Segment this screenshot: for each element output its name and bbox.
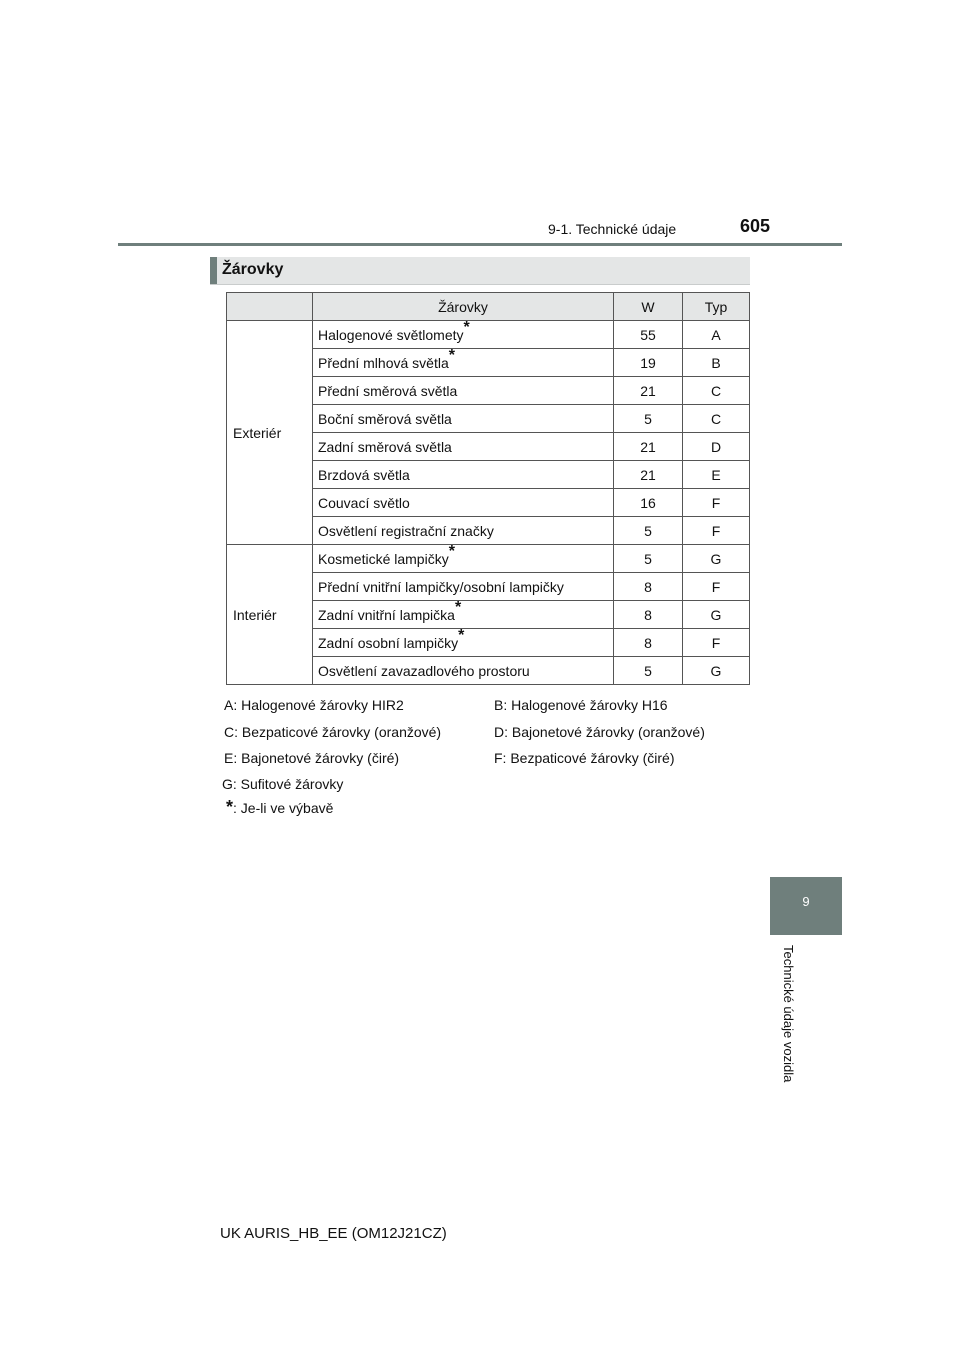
- table-header-row: [227, 293, 750, 321]
- optional-marker: *: [463, 318, 470, 336]
- chapter-side-label: [773, 945, 813, 1105]
- section-title: Žárovky: [222, 261, 284, 278]
- bulb-name: Přední mlhová světla: [318, 354, 449, 371]
- page-number: 605: [740, 216, 771, 236]
- bulb-name-cell: [313, 377, 614, 405]
- bulb-name-cell: [313, 318, 614, 349]
- bulb-name-cell: [313, 346, 614, 377]
- type-cell: C: [683, 377, 750, 405]
- wattage-cell: 16: [614, 489, 683, 517]
- wattage-cell: 5: [614, 405, 683, 433]
- footnote-text: : Je-li ve výbavě: [233, 800, 334, 816]
- bulb-name-cell: [313, 573, 614, 601]
- legend-c: C: Bezpaticové žárovky (oranžové): [224, 724, 442, 740]
- table-row: [227, 321, 750, 349]
- wattage-cell: 8: [614, 629, 683, 657]
- type-cell: G: [683, 657, 750, 685]
- chapter-title: Technické údaje vozidla: [781, 945, 796, 1083]
- header-cell-type: Typ: [683, 293, 750, 321]
- bulb-name-cell: [313, 461, 614, 489]
- header-cell-category: [227, 293, 313, 321]
- title-accent: [210, 257, 217, 284]
- type-cell: G: [683, 601, 750, 629]
- footer-code: UK AURIS_HB_EE (OM12J21CZ): [220, 1225, 447, 1242]
- legend-b: B: Halogenové žárovky H16: [494, 697, 668, 713]
- bulb-name: Zadní vnitřní lampička: [318, 606, 455, 623]
- bulb-name: Osvětlení zavazadlového prostoru: [318, 662, 530, 679]
- wattage-cell: 5: [614, 657, 683, 685]
- bulb-table: [226, 292, 750, 685]
- footnote-star: *: [226, 797, 234, 817]
- bulb-name-cell: [313, 405, 614, 433]
- optional-marker: *: [448, 542, 455, 560]
- category-cell: Exteriér: [227, 321, 313, 545]
- type-cell: F: [683, 517, 750, 545]
- bulb-name-cell: [313, 542, 614, 573]
- footnote: [226, 797, 333, 818]
- wattage-cell: 8: [614, 573, 683, 601]
- wattage-cell: 55: [614, 321, 683, 349]
- chapter-number: 9: [802, 894, 810, 909]
- type-cell: F: [683, 489, 750, 517]
- legend-g: G: Sufitové žárovky: [222, 776, 344, 792]
- type-cell: A: [683, 321, 750, 349]
- legend-a: A: Halogenové žárovky HIR2: [224, 697, 404, 713]
- section-title-bar: [210, 257, 750, 285]
- header-cell-w: W: [614, 293, 683, 321]
- header-divider: [118, 243, 842, 246]
- type-cell: F: [683, 629, 750, 657]
- wattage-cell: 5: [614, 545, 683, 573]
- bulb-name-cell: [313, 657, 614, 685]
- chapter-tab: [770, 877, 842, 935]
- type-cell: D: [683, 433, 750, 461]
- category-cell: Interiér: [227, 545, 313, 685]
- type-cell: C: [683, 405, 750, 433]
- type-cell: B: [683, 349, 750, 377]
- optional-marker: *: [458, 626, 465, 644]
- bulb-name: Osvětlení registrační značky: [318, 522, 494, 539]
- legend-f: F: Bezpaticové žárovky (čiré): [494, 750, 675, 766]
- bulb-name: Přední vnitřní lampičky/osobní lampičky: [318, 578, 564, 595]
- wattage-cell: 19: [614, 349, 683, 377]
- wattage-cell: 8: [614, 601, 683, 629]
- header-cell-bulbs: Žárovky: [313, 293, 614, 321]
- optional-marker: *: [454, 598, 462, 616]
- legend-e: E: Bajonetové žárovky (čiré): [224, 750, 400, 766]
- bulb-name: Zadní směrová světla: [318, 438, 452, 455]
- type-cell: F: [683, 573, 750, 601]
- bulb-name-cell: [313, 598, 614, 629]
- bulb-name-cell: [313, 626, 614, 657]
- optional-marker: *: [448, 346, 455, 364]
- bulb-name: Kosmetické lampičky: [318, 550, 449, 567]
- bulb-name: Brzdová světla: [318, 466, 410, 483]
- table-body: [227, 318, 750, 685]
- bulb-name: Halogenové světlomety: [318, 326, 464, 343]
- bulb-name-cell: [313, 517, 614, 545]
- table-row: [227, 545, 750, 573]
- bulb-name-cell: [313, 489, 614, 517]
- bulb-name: Couvací světlo: [318, 494, 410, 511]
- bulb-name: Zadní osobní lampičky: [318, 634, 459, 651]
- bulb-name-cell: [313, 433, 614, 461]
- wattage-cell: 5: [614, 517, 683, 545]
- type-cell: G: [683, 545, 750, 573]
- wattage-cell: 21: [614, 433, 683, 461]
- wattage-cell: 21: [614, 377, 683, 405]
- wattage-cell: 21: [614, 461, 683, 489]
- section-label: 9-1. Technické údaje: [548, 221, 677, 237]
- bulb-name: Boční směrová světla: [318, 410, 452, 427]
- legend-d: D: Bajonetové žárovky (oranžové): [494, 724, 705, 740]
- type-cell: E: [683, 461, 750, 489]
- bulb-name: Přední směrová světla: [318, 382, 458, 399]
